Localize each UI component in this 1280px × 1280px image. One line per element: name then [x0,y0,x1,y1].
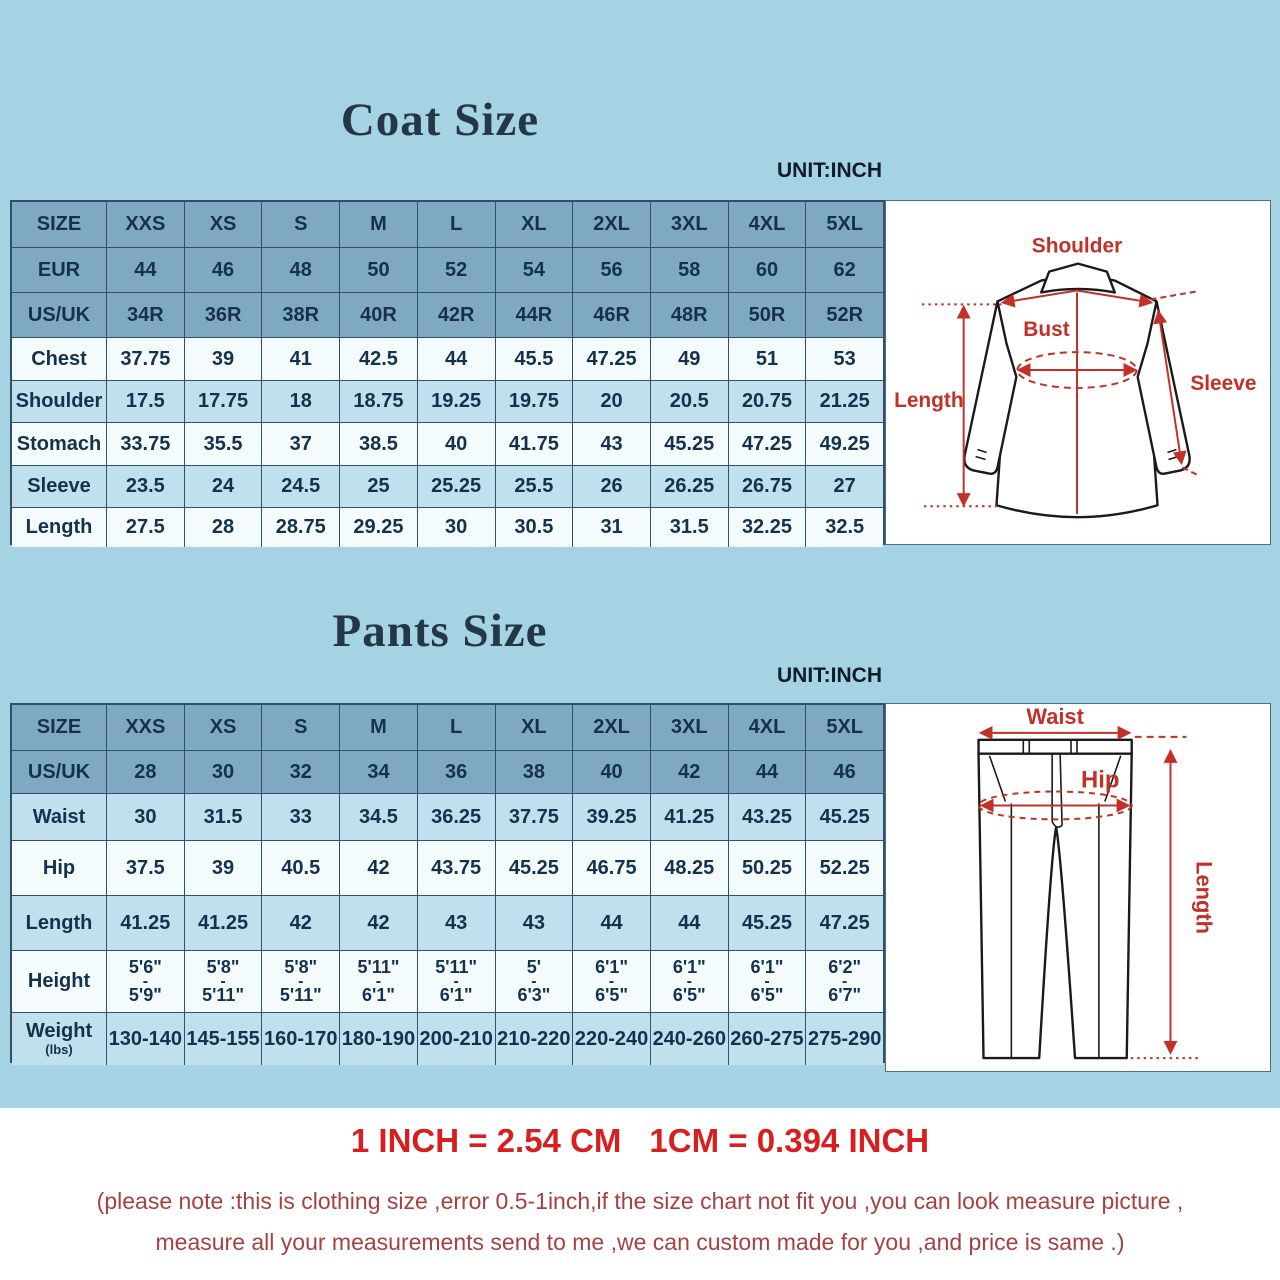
table-cell: 17.75 [184,381,262,422]
table-cell: L [417,705,495,750]
conversion-text [0,1122,1280,1160]
table-cell: 34.5 [339,794,417,840]
note-line-1: (please note :this is clothing size ,error 0.5-1inch,if the size chart not fit you ,you can look measure picture , [96,1188,1184,1214]
table-cell: 36R [184,293,262,337]
row-label-cell: Sleeve [27,475,91,497]
table-cell: 160-170 [261,1013,339,1065]
table-cell: 41.25 [184,896,262,950]
coat-table-row [12,422,883,465]
table-cell: 32.5 [805,508,883,547]
pants-waist-label: Waist [1026,704,1084,729]
table-cell: 28.75 [261,508,339,547]
table-cell: 58 [650,248,728,292]
table-cell: 49.25 [805,423,883,465]
table-cell: 39 [184,841,262,895]
table-cell: 43 [417,896,495,950]
table-cell: 34R [106,293,184,337]
table-cell: 46 [805,751,883,793]
table-cell: S [261,202,339,247]
table-cell: 3XL [650,705,728,750]
table-cell: 52.25 [805,841,883,895]
table-cell: 44 [417,338,495,380]
table-cell: 45.25 [805,794,883,840]
table-cell: 42.5 [339,338,417,380]
table-cell: 46.75 [572,841,650,895]
table-cell: 17.5 [106,381,184,422]
table-cell: 5'8" - 5'11" [261,951,339,1012]
pants-table-row [12,950,883,1012]
table-cell: 60 [728,248,806,292]
coat-sleeve-label: Sleeve [1190,371,1257,395]
table-cell: 37 [261,423,339,465]
row-label-cell: SIZE [36,213,82,235]
table-cell: 145-155 [184,1013,262,1065]
table-cell: 30 [184,751,262,793]
conversion-inch-to-cm: 1 INCH = 2.54 CM [350,1122,622,1159]
coat-bust-label: Bust [1023,318,1070,342]
table-cell: 35.5 [184,423,262,465]
table-cell: 52R [805,293,883,337]
coat-title: Coat Size [340,94,540,146]
table-cell: 40.5 [261,841,339,895]
table-cell: 45.25 [728,896,806,950]
table-cell: 180-190 [339,1013,417,1065]
table-cell: 18.75 [339,381,417,422]
table-cell: 40R [339,293,417,337]
pants-table-row [12,1012,883,1065]
pants-hip-label: Hip [1080,766,1120,794]
table-cell: 32 [261,751,339,793]
footer-band [0,1108,1280,1280]
pants-title: Pants Size [332,605,548,657]
table-cell: 45.5 [495,338,573,380]
table-cell: 260-275 [728,1013,806,1065]
table-cell: 23.5 [106,466,184,507]
table-cell: 40 [572,751,650,793]
table-cell: 42 [339,896,417,950]
table-cell: 27 [805,466,883,507]
table-cell: 210-220 [495,1013,573,1065]
table-cell: 5'11" - 6'1" [417,951,495,1012]
table-cell: 37.75 [495,794,573,840]
table-cell: 51 [728,338,806,380]
table-cell: 240-260 [650,1013,728,1065]
row-label-cell: Stomach [16,432,102,455]
table-cell: 4XL [728,202,806,247]
table-cell: 5'6" - 5'9" [106,951,184,1012]
row-label-cell: Length [25,911,93,934]
table-cell: 30 [106,794,184,840]
table-cell: 25.25 [417,466,495,507]
table-cell: 40 [417,423,495,465]
table-cell: 50 [339,248,417,292]
pants-table-row [12,750,883,793]
table-cell: 28 [106,751,184,793]
table-cell: 54 [495,248,573,292]
table-cell: 25 [339,466,417,507]
coat-length-label: Length [894,388,964,412]
row-label-cell: US/UK [27,760,91,783]
row-label-cell: Weight (lbs) [25,1020,93,1058]
table-cell: XXS [106,705,184,750]
table-cell: M [339,705,417,750]
table-cell: 41.75 [495,423,573,465]
table-cell: 4XL [728,705,806,750]
table-cell: 56 [572,248,650,292]
row-label-cell: Hip [42,856,76,879]
table-cell: 30 [417,508,495,547]
table-cell: 6'2" - 6'7" [805,951,883,1012]
table-cell: 45.25 [650,423,728,465]
pants-table-row [12,895,883,950]
table-cell: 48R [650,293,728,337]
table-cell: 42 [261,896,339,950]
table-cell: 130-140 [106,1013,184,1065]
table-cell: 41 [261,338,339,380]
pants-measurement-diagram [885,703,1271,1072]
table-cell: 6'1" - 6'5" [650,951,728,1012]
table-cell: 5'11" - 6'1" [339,951,417,1012]
table-cell: 47.25 [728,423,806,465]
coat-shoulder-label: Shoulder [1031,234,1123,258]
table-cell: 24.5 [261,466,339,507]
table-cell: 44R [495,293,573,337]
table-cell: 39.25 [572,794,650,840]
table-cell: 37.5 [106,841,184,895]
table-cell: S [261,705,339,750]
table-cell: 47.25 [572,338,650,380]
table-cell: 24 [184,466,262,507]
row-label-sub: (lbs) [45,1042,73,1058]
table-cell: 44 [728,751,806,793]
pants-length-label: Length [1191,861,1217,935]
coat-table-row [12,202,883,247]
coat-measurement-diagram [885,200,1271,545]
table-cell: 6'1" - 6'5" [572,951,650,1012]
table-cell: 31.5 [184,794,262,840]
coat-table-row [12,337,883,380]
table-cell: 49 [650,338,728,380]
coat-table-row [12,380,883,422]
table-cell: 37.75 [106,338,184,380]
table-cell: 38.5 [339,423,417,465]
table-cell: 26.75 [728,466,806,507]
pants-table-row [12,705,883,750]
table-cell: 62 [805,248,883,292]
table-cell: 48.25 [650,841,728,895]
table-cell: 29.25 [339,508,417,547]
table-cell: 2XL [572,202,650,247]
coat-unit-label: UNIT:INCH [777,159,882,182]
table-cell: 44 [650,896,728,950]
pants-table-row [12,793,883,840]
table-cell: 43 [572,423,650,465]
table-cell: 48 [261,248,339,292]
pants-diagram-drawing [886,704,1270,1071]
table-cell: 31 [572,508,650,547]
table-cell: 28 [184,508,262,547]
table-cell: 3XL [650,202,728,247]
coat-sleeve-dash-bottom [1182,467,1200,476]
coat-table-row [12,507,883,547]
table-cell: 25.5 [495,466,573,507]
coat-table-row [12,465,883,507]
table-cell: 27.5 [106,508,184,547]
table-cell: 275-290 [805,1013,883,1065]
row-label-cell: Chest [31,347,87,370]
table-cell: 31.5 [650,508,728,547]
pants-legs-outline [979,754,1132,1058]
row-label-cell: Length [25,516,93,538]
table-cell: 41.25 [106,896,184,950]
table-cell: 38 [495,751,573,793]
table-cell: 33.75 [106,423,184,465]
table-cell: 42 [650,751,728,793]
table-cell: 220-240 [572,1013,650,1065]
row-label-cell: Waist [32,805,86,828]
table-cell: 2XL [572,705,650,750]
note-line-2: measure all your measurements send to me ,we can custom made for you ,and price is same .) [155,1229,1125,1255]
row-label-cell: SIZE [36,716,82,738]
table-cell: 46R [572,293,650,337]
table-cell: 32.25 [728,508,806,547]
coat-table-row [12,292,883,337]
table-cell: L [417,202,495,247]
table-cell: 200-210 [417,1013,495,1065]
table-cell: 36 [417,751,495,793]
table-cell: 41.25 [650,794,728,840]
table-cell: 34 [339,751,417,793]
table-cell: 44 [106,248,184,292]
table-cell: 19.75 [495,381,573,422]
table-cell: 46 [184,248,262,292]
table-cell: 6'1" - 6'5" [728,951,806,1012]
table-cell: 47.25 [805,896,883,950]
coat-table-row [12,247,883,292]
table-cell: 43 [495,896,573,950]
table-cell: 26.25 [650,466,728,507]
table-cell: 5XL [805,202,883,247]
table-cell: 52 [417,248,495,292]
table-cell: XL [495,202,573,247]
table-cell: 30.5 [495,508,573,547]
pants-table-row [12,840,883,895]
table-cell: 42 [339,841,417,895]
table-cell: 42R [417,293,495,337]
table-cell: 50.25 [728,841,806,895]
table-cell: 20 [572,381,650,422]
table-cell: 18 [261,381,339,422]
row-label-cell: Shoulder [15,390,103,412]
table-cell: 20.5 [650,381,728,422]
table-cell: 44 [572,896,650,950]
pants-size-table [10,703,885,1063]
table-cell: 38R [261,293,339,337]
table-cell: XL [495,705,573,750]
table-cell: 45.25 [495,841,573,895]
table-cell: 5XL [805,705,883,750]
table-cell: 43.25 [728,794,806,840]
pants-waistband [979,740,1132,754]
table-cell: M [339,202,417,247]
table-cell: 39 [184,338,262,380]
coat-size-table [10,200,885,545]
table-cell: 21.25 [805,381,883,422]
table-cell: 26 [572,466,650,507]
conversion-cm-to-inch: 1CM = 0.394 INCH [649,1122,930,1159]
table-cell: XS [184,202,262,247]
coat-diagram-drawing [886,201,1270,544]
row-label-cell: US/UK [27,303,91,326]
row-label-cell: EUR [37,258,81,281]
table-cell: 5'8" - 5'11" [184,951,262,1012]
table-cell: 53 [805,338,883,380]
coat-collar [1041,264,1115,293]
pants-unit-label: UNIT:INCH [777,664,882,687]
table-cell: 36.25 [417,794,495,840]
table-cell: 33 [261,794,339,840]
table-cell: XXS [106,202,184,247]
table-cell: 5' - 6'3" [495,951,573,1012]
table-cell: 43.75 [417,841,495,895]
table-cell: 50R [728,293,806,337]
table-cell: 19.25 [417,381,495,422]
row-label-cell: Height [27,970,91,992]
table-cell: 20.75 [728,381,806,422]
coat-sleeve-dash-top [1151,291,1197,299]
table-cell: XS [184,705,262,750]
